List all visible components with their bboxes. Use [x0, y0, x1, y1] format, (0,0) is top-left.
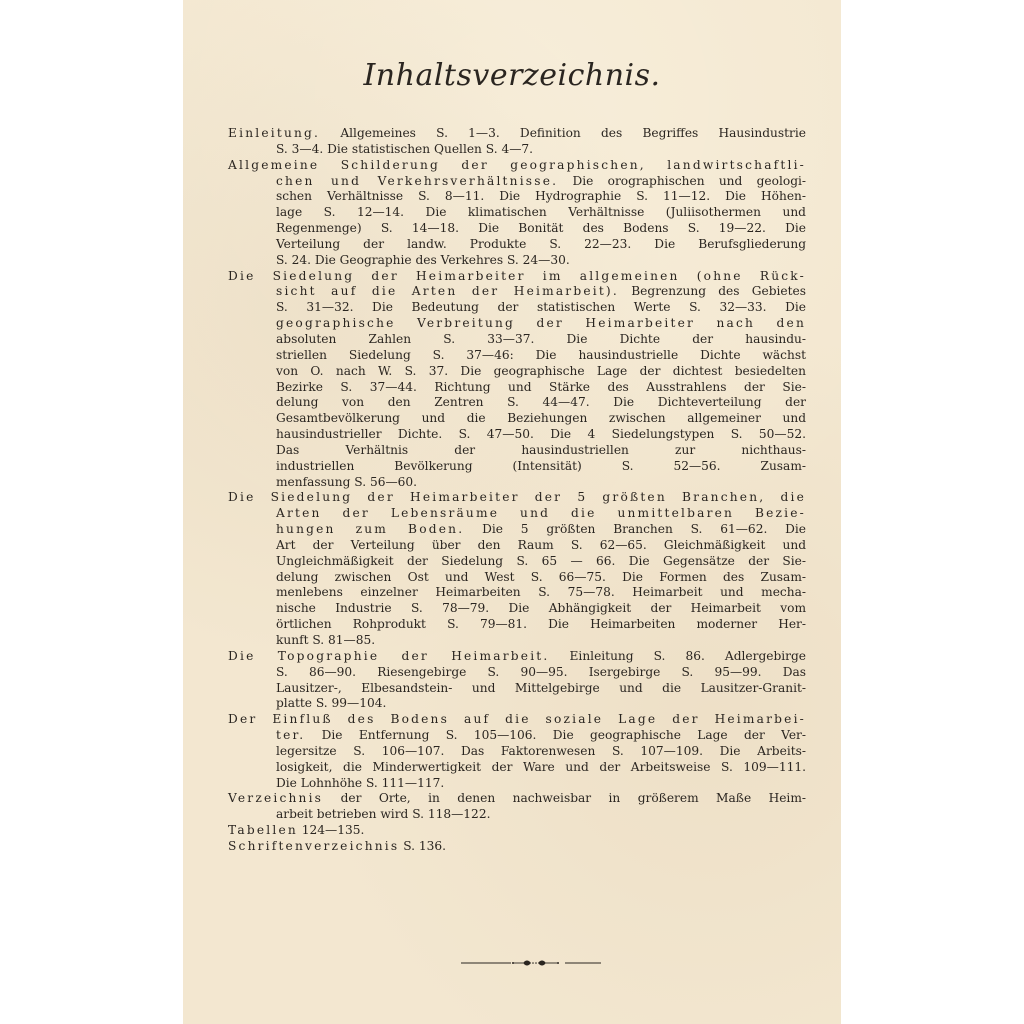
entry-text: industriellen Bevölkerung (Intensität) S. 52—56. Zusam-: [276, 458, 806, 473]
entry-text: Art der Verteilung über den Raum S. 62—65. Gleichmäßigkeit und: [276, 537, 806, 552]
toc-entry-einfluss-bodens: [228, 712, 806, 791]
entry-text: Das Verhältnis der hausindustriellen zur nichthaus-: [276, 442, 806, 457]
entry-text: Ungleichmäßigkeit der Siedelung S. 65 — 66. Die Gegensätze der Sie-: [276, 553, 806, 568]
entry-text: Einleitung S. 86. Adlergebirge: [569, 648, 807, 663]
entry-heading: Die Topographie der Heimarbeit.: [228, 648, 550, 663]
entry-heading-cont: Arten der Lebensräume und die unmittelbaren Bezie-: [276, 506, 806, 521]
entry-heading: Verzeichnis: [228, 791, 324, 806]
entry-text: Allgemeines S. 1—3. Definition des Begriffes Hausindustrie: [340, 126, 806, 140]
entry-text: lage S. 12—14. Die klimatischen Verhältnisse (Juliisothermen und: [276, 205, 806, 220]
entry-heading-cont: ter.: [276, 728, 306, 743]
entry-heading: Die Siedelung der Heimarbeiter der 5 größten Branchen, die: [228, 490, 806, 505]
entry-text: platte S. 99—104.: [276, 696, 387, 711]
entry-heading-cont: sicht auf die Arten der Heimarbeit).: [276, 284, 619, 299]
entry-heading: Schriftenverzeichnis: [228, 838, 400, 853]
entry-text: S. 31—32. Die Bedeutung der statistischen Werte S. 32—33. Die: [276, 300, 806, 315]
toc-entry-tabellen: [228, 823, 806, 839]
entry-text: schen Verhältnisse S. 8—11. Die Hydrographie S. 11—12. Die Höhen-: [276, 189, 806, 204]
entry-heading: Der Einfluß des Bodens auf die soziale Lage der Heimarbei-: [228, 712, 806, 727]
entry-heading: Die Siedelung der Heimarbeiter im allgemeinen (ohne Rück-: [228, 268, 806, 283]
entry-text: S. 86—90. Riesengebirge S. 90—95. Isergebirge S. 95—99. Das: [276, 664, 806, 679]
entry-text: 124—135.: [301, 823, 365, 838]
entry-text: delung zwischen Ost und West S. 66—75. Die Formen des Zusam-: [276, 569, 806, 584]
entry-heading: Tabellen: [228, 823, 298, 838]
entry-text: von O. nach W. S. 37. Die geographische Lage der dichtest besiedelten: [276, 363, 806, 378]
entry-text: Bezirke S. 37—44. Richtung und Stärke des Ausstrahlens der Sie-: [276, 379, 806, 394]
entry-text: hausindustrieller Dichte. S. 47—50. Die 4 Siedelungstypen S. 50—52.: [276, 427, 806, 442]
toc-entry-topographie: [228, 649, 806, 712]
toc-entry-siedelung-branchen: [228, 490, 806, 648]
entry-text: geographische Verbreitung der Heimarbeiter nach den: [276, 316, 806, 331]
table-of-contents: [228, 126, 806, 855]
entry-text: menfassung S. 56—60.: [276, 474, 418, 489]
toc-entry-siedelung-allgemein: [228, 269, 806, 491]
entry-text: Die Lohnhöhe S. 111—117.: [276, 775, 445, 790]
entry-text: nische Industrie S. 78—79. Die Abhängigkeit der Heimarbeit vom: [276, 601, 806, 616]
entry-text: menlebens einzelner Heimarbeiten S. 75—78. Heimarbeit und mecha-: [276, 585, 806, 600]
entry-text: S. 3—4. Die statistischen Quellen S. 4—7.: [276, 141, 534, 156]
toc-entry-einleitung: [228, 126, 806, 158]
page-title: Inhaltsverzeichnis.: [363, 58, 661, 93]
entry-text: der Orte, in denen nachweisbar in größerem Maße Heim-: [340, 791, 806, 806]
entry-text: S. 24. Die Geographie des Verkehres S. 24—30.: [276, 252, 570, 267]
entry-heading-cont: chen und Verkehrsverhältnisse.: [276, 173, 559, 188]
entry-text: Regenmenge) S. 14—18. Die Bonität des Bodens S. 19—22. Die: [276, 221, 806, 236]
entry-text: Verteilung der landw. Produkte S. 22—23. Die Berufsgliederung: [276, 236, 806, 251]
entry-text: Gesamtbevölkerung und die Beziehungen zwischen allgemeiner und: [276, 411, 806, 426]
entry-text: Die orographischen und geologi-: [572, 173, 807, 188]
entry-text: Die Entfernung S. 105—106. Die geographische Lage der Ver-: [321, 728, 806, 743]
entry-heading-cont: hungen zum Boden.: [276, 522, 465, 537]
entry-text: S. 136.: [403, 838, 447, 853]
entry-text: striellen Siedelung S. 37—46: Die hausindustrielle Dichte wächst: [276, 347, 806, 362]
entry-text: örtlichen Rohprodukt S. 79—81. Die Heimarbeiten moderner Her-: [276, 617, 806, 632]
entry-text: Lausitzer-, Elbesandstein- und Mittelgebirge und die Lausitzer-Granit-: [276, 680, 806, 695]
toc-entry-verzeichnis-orte: [228, 791, 806, 823]
entry-text: delung von den Zentren S. 44—47. Die Dichteverteilung der: [276, 395, 806, 410]
toc-entry-schriftenverzeichnis: [228, 839, 806, 855]
entry-text: Die 5 größten Branchen S. 61—62. Die: [482, 522, 807, 537]
entry-text: absoluten Zahlen S. 33—37. Die Dichte der hausindu-: [276, 331, 806, 346]
entry-text: losigkeit, die Minderwertigkeit der Ware und der Arbeitsweise S. 109—111.: [276, 759, 806, 774]
book-page: [183, 0, 841, 1024]
entry-text: legersitze S. 106—107. Das Faktorenwesen S. 107—109. Die Arbeits-: [276, 743, 806, 758]
toc-entry-allgemeine-schilderung: [228, 158, 806, 269]
entry-text: Begrenzung des Gebietes: [631, 284, 806, 299]
decorative-divider-icon: [461, 957, 601, 969]
entry-heading: Allgemeine Schilderung der geographischen, landwirtschaftli-: [228, 157, 806, 172]
entry-text: kunft S. 81—85.: [276, 633, 376, 647]
entry-text: arbeit betrieben wird S. 118—122.: [276, 807, 491, 822]
entry-heading: Einleitung.: [228, 126, 321, 140]
